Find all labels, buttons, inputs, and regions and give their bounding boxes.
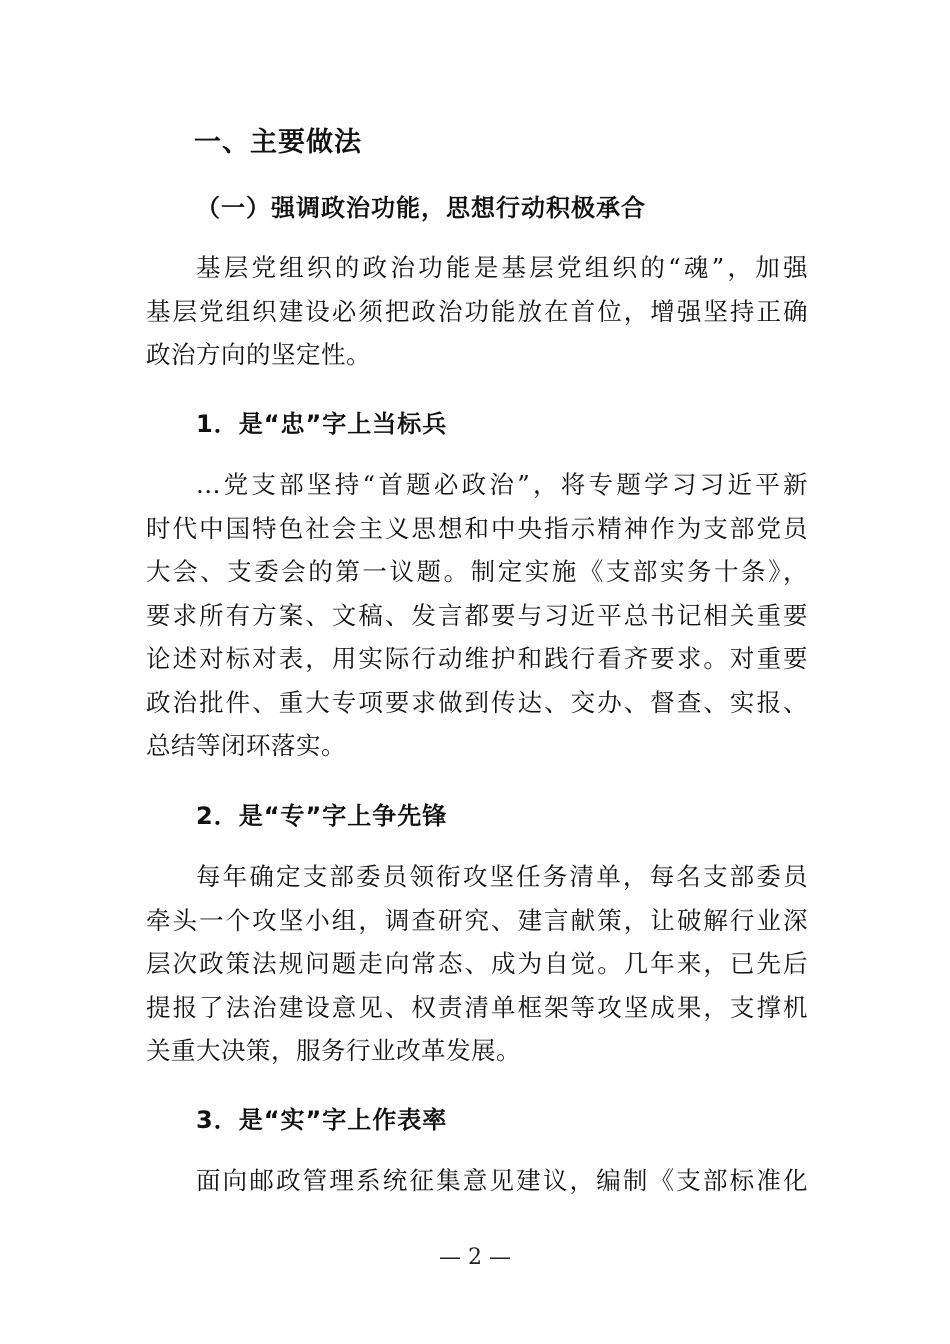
paragraph-line: 每年确定支部委员领衔攻坚任务清单，每名支部委员 [196, 862, 808, 891]
item-heading-2: 2．是“专”字上争先锋 [196, 802, 448, 830]
page-number: — 2 — [439, 1245, 511, 1270]
intro-paragraph [146, 246, 808, 377]
subsection-heading: （一）强调政治功能，思想行动积极承合 [196, 194, 646, 222]
paragraph-line: 时代中国特色社会主义思想和中央指示精神作为支部党员 [146, 513, 808, 543]
paragraph-line: 论述对标对表，用实际行动维护和践行看齐要求。对重要 [146, 644, 808, 673]
item-heading-3: 3．是“实”字上作表率 [196, 1106, 448, 1134]
paragraph-line: 大会、支委会的第一议题。制定实施《支部实务十条》， [146, 557, 808, 586]
paragraph-line: 政治批件、重大专项要求做到传达、交办、督查、实报、 [146, 687, 808, 717]
item-paragraph-1 [146, 463, 808, 768]
item-paragraph-2 [146, 855, 808, 1073]
paragraph-line: 关重大决策，服务行业改革发展。 [146, 1036, 521, 1065]
paragraph-line: 政治方向的坚定性。 [146, 340, 371, 369]
section-heading: 一、主要做法 [194, 127, 362, 158]
item-paragraph-3 [146, 1159, 808, 1203]
paragraph-line: 要求所有方案、文稿、发言都要与习近平总书记相关重要 [146, 600, 808, 630]
paragraph-line: 基层党组织的政治功能是基层党组织的“魂”，加强 [196, 253, 808, 282]
paragraph-line: 基层党组织建设必须把政治功能放在首位，增强坚持正确 [146, 296, 808, 326]
paragraph-line: 层次政策法规问题走向常态、成为自觉。几年来，已先后 [146, 949, 808, 978]
paragraph-line: ...党支部坚持“首题必政治”，将专题学习习近平新 [196, 470, 808, 499]
paragraph-line: 提报了法治建设意见、权责清单框架等攻坚成果，支撑机 [146, 992, 808, 1022]
paragraph-line: 牵头一个攻坚小组，调查研究、建言献策，让破解行业深 [146, 905, 808, 935]
paragraph-line: 面向邮政管理系统征集意见建议，编制《支部标准化 [196, 1166, 808, 1195]
item-heading-1: 1．是“忠”字上当标兵 [196, 410, 448, 438]
paragraph-line: 总结等闭环落实。 [146, 731, 346, 760]
